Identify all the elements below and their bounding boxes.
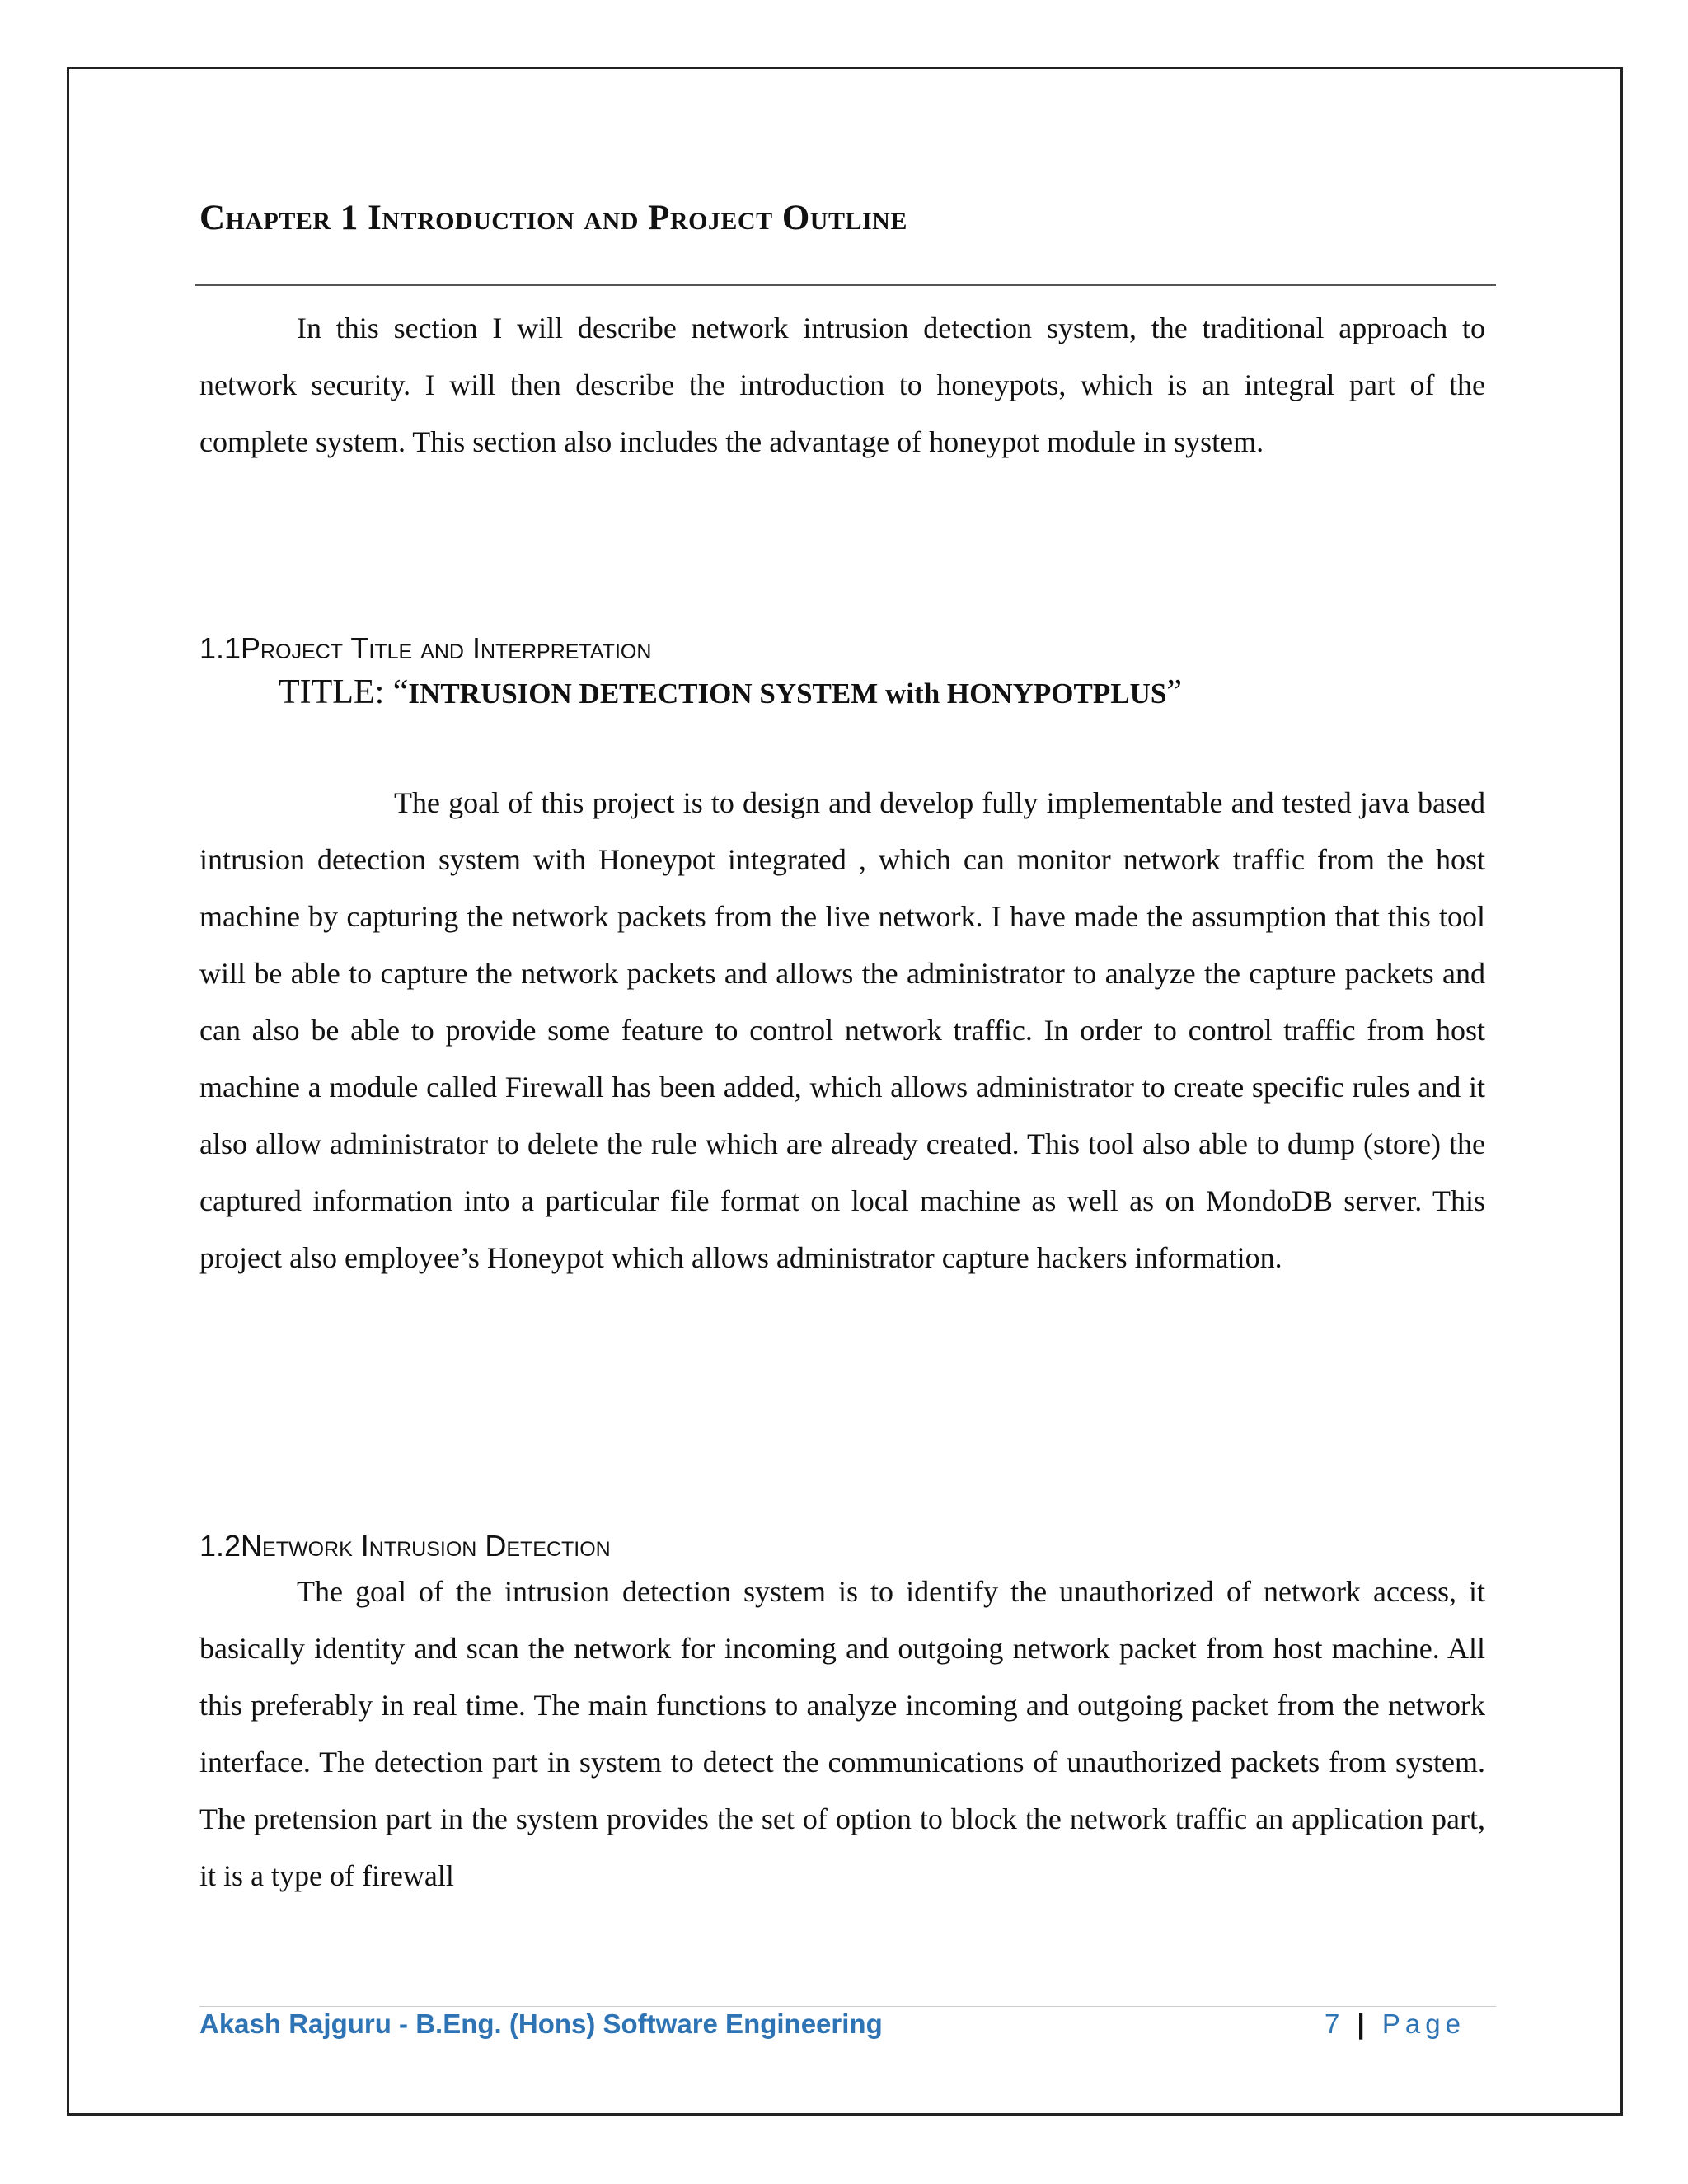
project-title-line	[279, 673, 1182, 712]
footer-separator: |	[1357, 2008, 1370, 2039]
footer-divider	[199, 2006, 1496, 2007]
project-title-prefix: TITLE: “	[279, 673, 409, 711]
page-number: 7	[1324, 2008, 1345, 2039]
project-title-text: INTRUSION DETECTION SYSTEM with HONYPOTPLUS	[408, 677, 1167, 710]
nid-paragraph	[199, 1563, 1485, 1905]
project-title-close: ”	[1166, 673, 1182, 711]
chapter-divider	[195, 284, 1496, 286]
footer-author: Akash Rajguru - B.Eng. (Hons) Software Engineering	[199, 2008, 883, 2039]
goal-text: The goal of this project is to design and develop fully implementable and tested java based intrusion detection system with Honeypot integrated , which can monitor network traffic from the host machine by capturing the network packets from the live network. I have made the assumption that this tool will be able to capture the network packets and allows the administrator to analyze the capture packets and can also be able to provide some feature to control network traffic. In order to control traffic from host machine a module called Firewall has been added, which allows administrator to create specific rules and it also allow administrator to delete the rule which are already created. This tool also able to dump (store) the captured information into a particular file format on local machine as well as on MondoDB server. This project also employee’s Honeypot which allows administrator capture hackers information.	[199, 786, 1485, 1274]
intro-text: In this section I will describe network intrusion detection system, the traditional approach to network security. I will then describe the introduction to honeypots, which is an integral part of the complete system. This section also includes the advantage of honeypot module in system.	[199, 312, 1485, 458]
intro-paragraph	[199, 300, 1485, 471]
page-label: Page	[1381, 2008, 1465, 2039]
chapter-title: Chapter 1 Introduction and Project Outline	[199, 199, 907, 237]
goal-paragraph	[199, 775, 1485, 1286]
section-heading-1-1: 1.1Project Title and Interpretation	[199, 631, 652, 665]
footer-page-info	[1325, 2008, 1465, 2040]
section-heading-1-2: 1.2Network Intrusion Detection	[199, 1529, 611, 1563]
nid-text: The goal of the intrusion detection system is to identify the unauthorized of network access, it basically identity and scan the network for incoming and outgoing network packet from host machine. All this preferably in real time. The main functions to analyze incoming and outgoing packet from the network interface. The detection part in system to detect the communications of unauthorized packets from system. The pretension part in the system provides the set of option to block the network traffic an application part, it is a type of firewall	[199, 1575, 1485, 1892]
